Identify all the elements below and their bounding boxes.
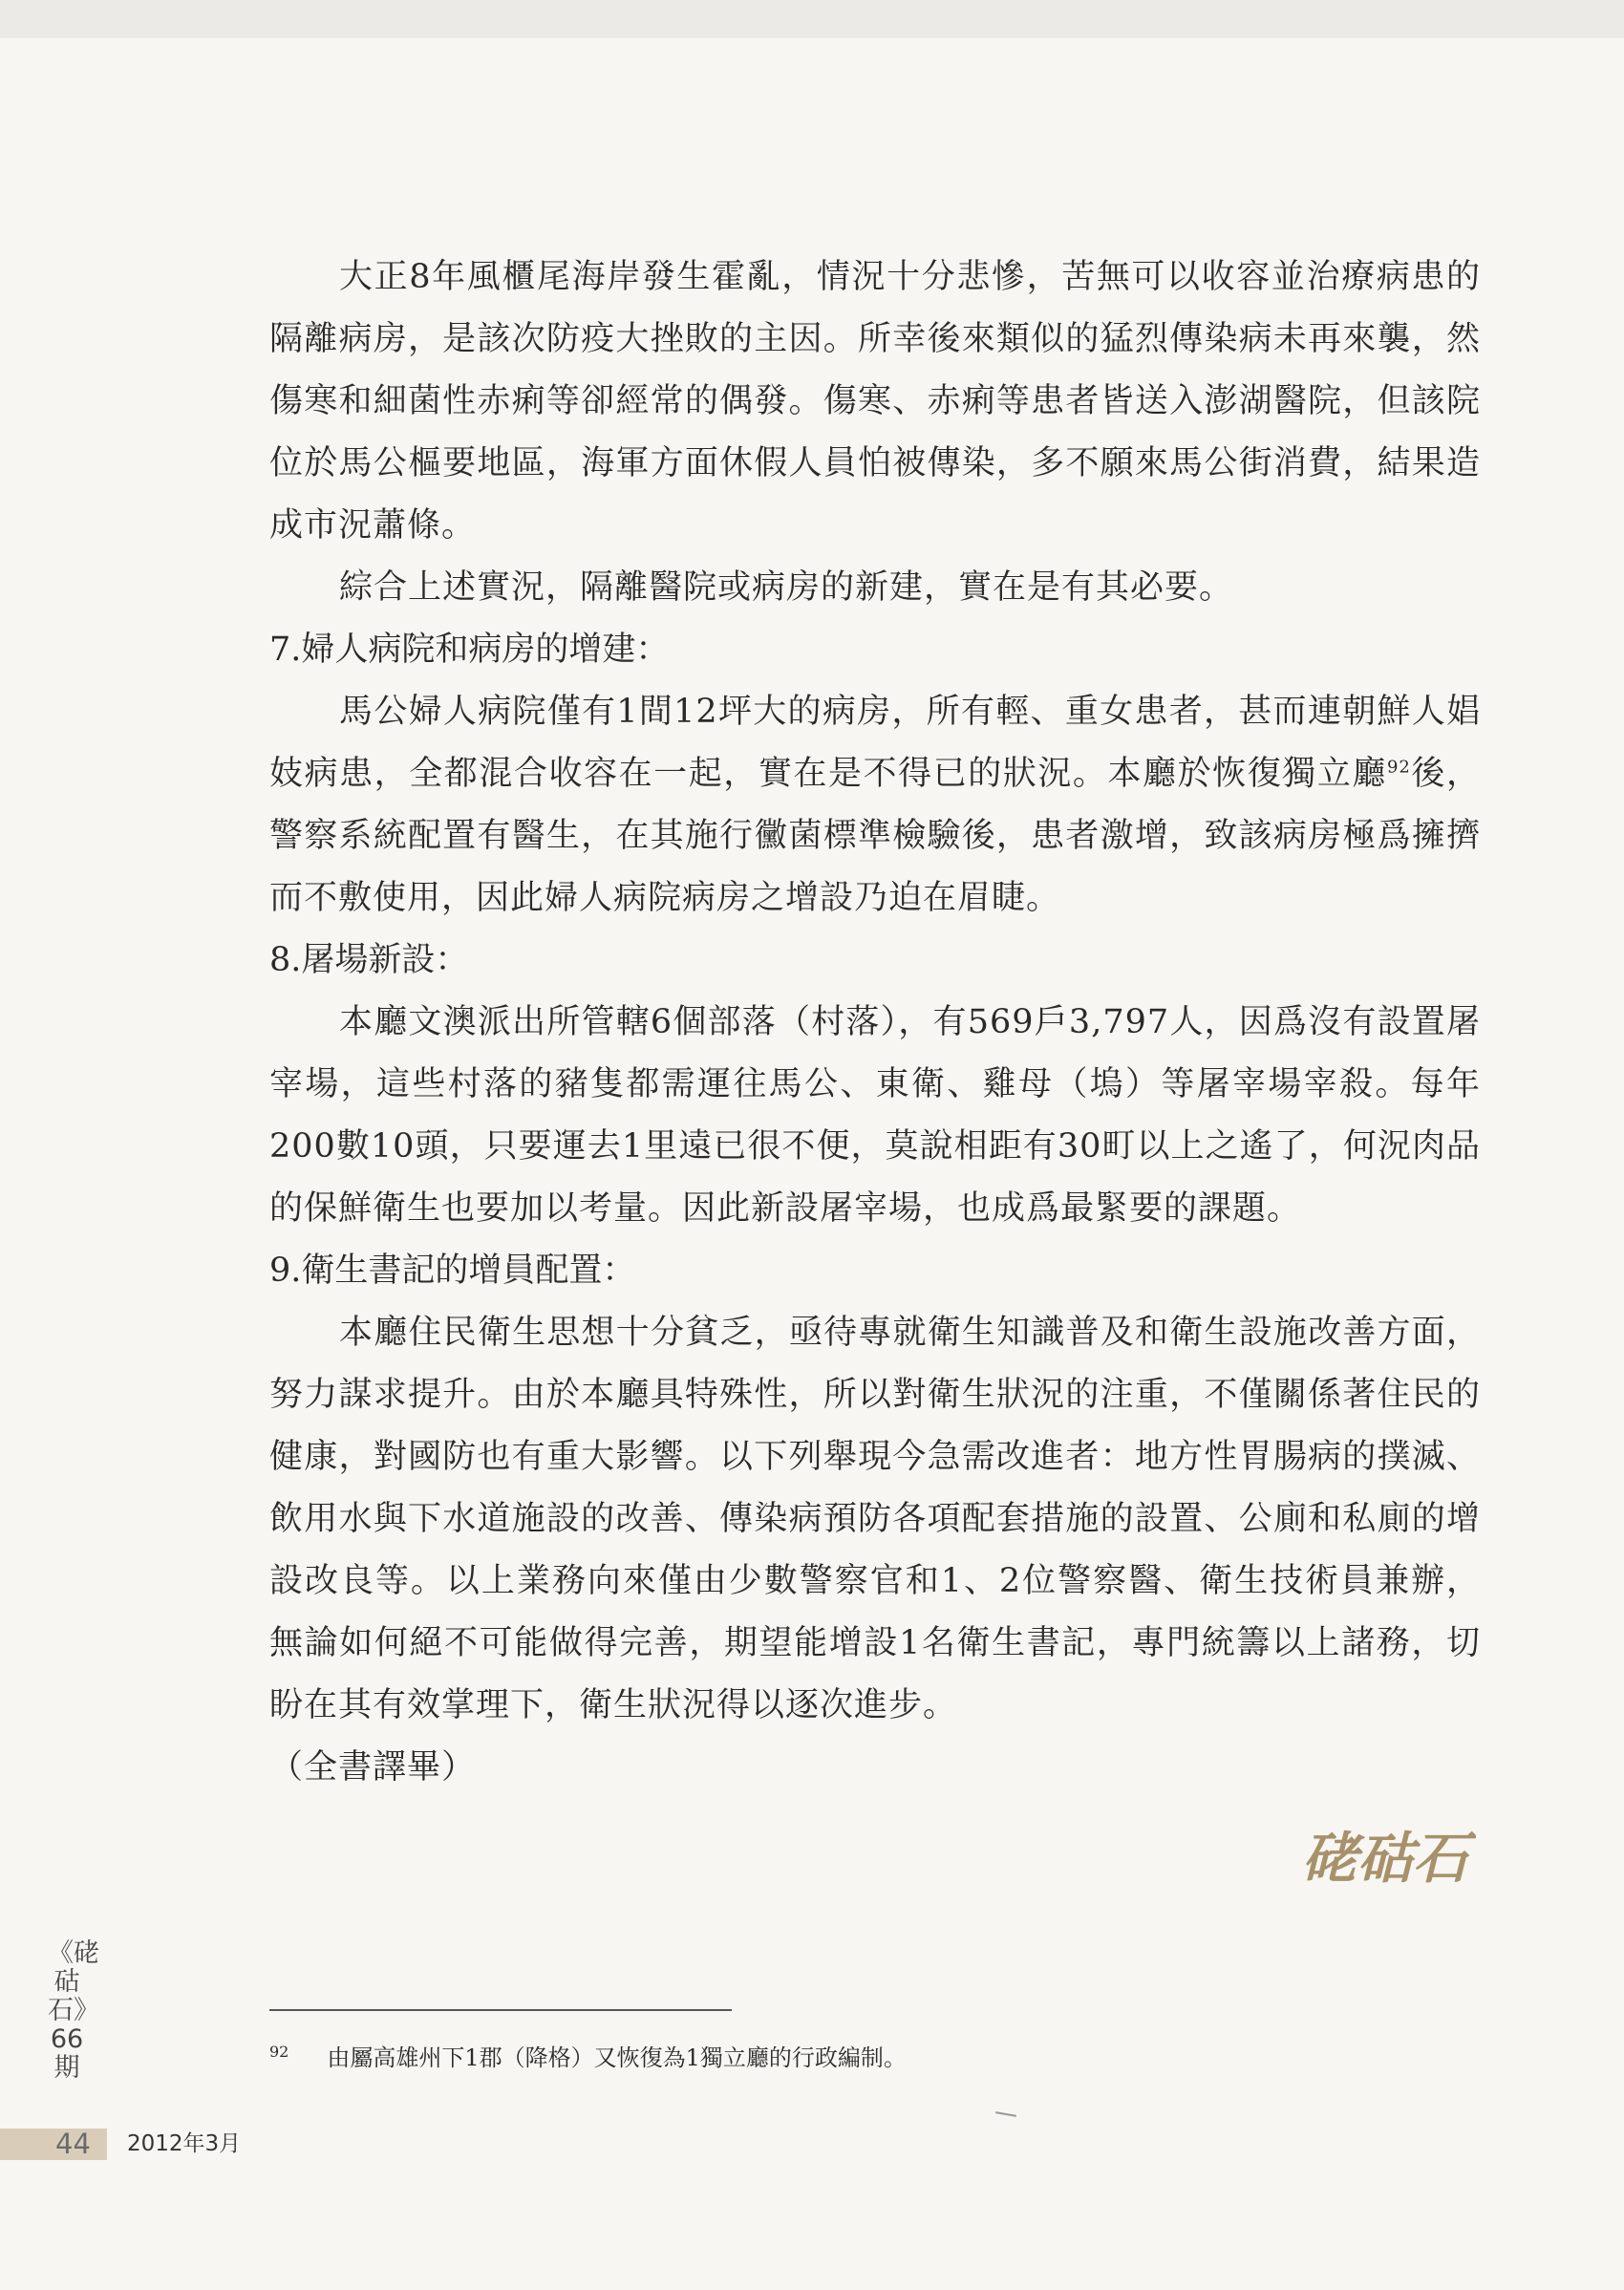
journal-issue-label: 《硓𥑮石》66期 (48, 1938, 99, 2083)
section-heading-9: 9.衛生書記的增員配置： (269, 1252, 636, 1290)
footnote (269, 2023, 1416, 2087)
section-heading-7: 7.婦人病院和病房的增建： (269, 631, 670, 669)
page-number: 44 (55, 2128, 91, 2160)
section-heading-8: 8.屠場新設： (269, 941, 469, 979)
footnote-text: 由屬高雄州下1郡（降格）又恢復為1獨立廳的行政編制。 (327, 2044, 907, 2071)
paragraph-women-hospital-part1: 馬公婦人病院僅有1間12坪大的病房，所有輕、重女患者，甚而連朝鮮人娼妓病患，全都混合收容在一起，實在是不得已的狀況。本廳於恢復獨立廳 (269, 693, 1481, 793)
paragraph-slaughterhouse: 本廳文澳派出所管轄6個部落（村落），有569戶3,797人，因爲沒有設置屠宰場，這些村落的豬隻都需運往馬公、東衛、雞母（塢）等屠宰場宰殺。每年200數10頭，只要運去1里遠已很不便，莫說相距有30町以上之遙了，何況肉品的保鮮衛生也要加以考量。因此新設屠宰場，也成爲最緊要的課題。 (269, 1003, 1481, 1228)
paragraph-women-hospital (269, 681, 1481, 930)
footnote-number: 92 (269, 2043, 289, 2061)
scan-top-band (0, 0, 1624, 38)
footnote-reference: 92 (1386, 757, 1411, 778)
scan-mark (995, 2111, 1016, 2117)
journal-logo-text: 硓𥑮石 (1301, 1826, 1469, 1891)
paragraph-cholera: 大正8年風櫃尾海岸發生霍亂，情況十分悲慘，苦無可以收容並治療病患的隔離病房，是該次防疫大挫敗的主因。所幸後來類似的猛烈傳染病未再來襲，然傷寒和細菌性赤痢等卻經常的偶發。傷寒、赤痢等患者皆送入澎湖醫院，但該院位於馬公樞要地區，海軍方面休假人員怕被傳染，多不願來馬公街消費，結果造成市況蕭條。 (269, 258, 1481, 545)
page-number-tab (0, 2129, 107, 2160)
paragraph-women-hospital-part2: 後，警察系統配置有醫生，在其施行黴菌標準檢驗後，患者激增，致該病房極爲擁擠而不敷使用，因此婦人病院病房之增設乃迫在眉睫。 (269, 755, 1481, 917)
paragraph-summary: 綜合上述實況，隔離醫院或病房的新建，實在是有其必要。 (339, 568, 1234, 607)
journal-logo (1294, 1820, 1476, 1896)
paragraph-sanitation-clerk: 本廳住民衛生思想十分貧乏，亟待專就衛生知識普及和衛生設施改善方面，努力謀求提升。由於本廳具特殊性，所以對衛生狀況的注重，不僅關係著住民的健康，對國防也有重大影響。以下列舉現今急需改進者：地方性胃腸病的撲滅、飲用水與下水道施設的改善、傳染病預防各項配套措施的設置、公廁和私廁的增設改良等。以上業務向來僅由少數警察官和1、2位警察醫、衛生技術員兼辦，無論如何絕不可能做得完善，期望能增設1名衛生書記，專門統籌以上諸務，切盼在其有效掌理下，衛生狀況得以逐次進步。 (269, 1314, 1481, 1724)
end-note: （全書譯畢） (269, 1748, 477, 1787)
issue-date: 2012年3月 (127, 2131, 242, 2156)
footnote-divider (269, 2009, 732, 2011)
article-body (269, 246, 1481, 1799)
